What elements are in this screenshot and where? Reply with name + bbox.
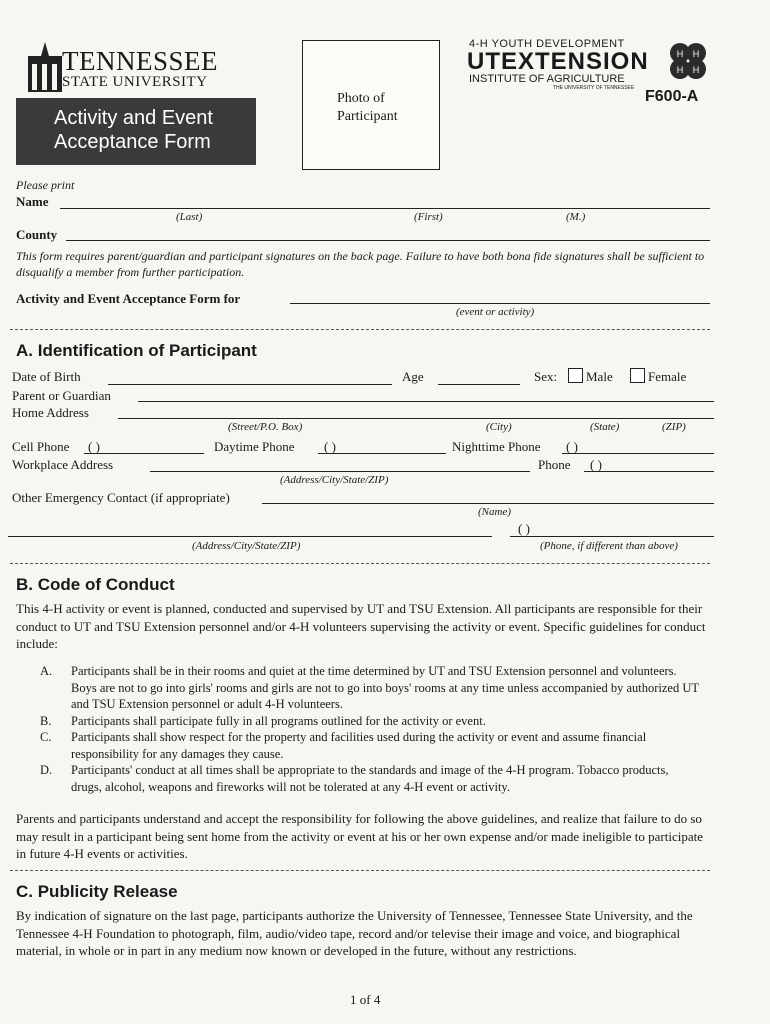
section-b-title: B. Code of Conduct (16, 575, 175, 594)
age-field[interactable] (438, 384, 520, 385)
name-field[interactable] (60, 208, 710, 209)
please-print: Please print (16, 178, 75, 192)
daytime-phone-field[interactable] (318, 453, 446, 454)
emergency-name-hint: (Name) (478, 506, 511, 518)
nighttime-paren: ( ) (566, 439, 578, 454)
item-letter: A. (40, 664, 53, 678)
emergency-phone-field[interactable] (510, 536, 714, 537)
male-label: Male (586, 369, 613, 384)
svg-text:H: H (692, 65, 700, 75)
clover-icon (665, 38, 711, 84)
city-hint: (City) (486, 421, 512, 433)
daytime-paren: ( ) (324, 439, 336, 454)
dob-label: Date of Birth (12, 369, 81, 384)
name-label: Name (16, 194, 49, 209)
list-item (40, 663, 700, 713)
list-item (40, 713, 700, 730)
event-field[interactable] (290, 303, 710, 304)
ut-institute-text: INSTITUTE OF AGRICULTURE (469, 73, 625, 85)
nighttime-phone-field[interactable] (562, 453, 714, 454)
county-field[interactable] (66, 240, 710, 241)
daytime-label: Daytime Phone (214, 439, 295, 454)
list-item (40, 762, 700, 795)
conduct-intro: This 4-H activity or event is planned, conducted and supervised by UT and TSU Extension. All participants are responsible for their conduct to UT and TSU Extension personnel and/or 4-H volunteers supervising the activity or event. Specific guidelines for conduct include: (16, 601, 706, 651)
section-c-title: C. Publicity Release (16, 882, 178, 901)
ut-small-text: THE UNIVERSITY OF TENNESSEE (553, 85, 635, 91)
item-text: Participants shall show respect for the property and facilities used during the activity or event and assume financial responsibility for any damages they cause. (71, 730, 647, 761)
workplace-field[interactable] (150, 471, 530, 472)
form-title-line1: Activity and Event (54, 107, 213, 129)
ut-brand-text: UTEXTENSION (467, 48, 649, 75)
tsu-emblem-icon (28, 42, 62, 92)
item-text: Participants shall be in their rooms and quiet at the time determined by UT and TSU Extension personnel and volunteers. Boys are not to go into girls' rooms and girls are not to go into boys' rooms at any time unless accompanied by authorized UT and TSU Extension personnel or adult 4-H volunteers. (71, 664, 699, 711)
ut-extension-logo (465, 36, 715, 106)
svg-text:H: H (676, 65, 684, 75)
emergency-address-field[interactable] (8, 536, 492, 537)
form-code: F600-A (645, 88, 699, 105)
emergency-label: Other Emergency Contact (if appropriate) (12, 490, 230, 505)
section-a-title: A. Identification of Participant (16, 341, 257, 360)
female-label: Female (648, 369, 687, 384)
event-hint: (event or activity) (456, 306, 535, 318)
emergency-addr-hint: (Address/City/State/ZIP) (192, 540, 301, 552)
cell-paren: ( ) (88, 439, 100, 454)
male-checkbox[interactable] (568, 368, 583, 383)
page-number: 1 of 4 (350, 992, 381, 1007)
male-option[interactable] (568, 368, 613, 385)
item-letter: C. (40, 730, 52, 744)
photo-box (302, 40, 440, 170)
item-text: Participants shall participate fully in all programs outlined for the activity or event. (71, 713, 486, 728)
item-letter: D. (40, 763, 53, 777)
workplace-addr-hint: (Address/City/State/ZIP) (280, 474, 389, 486)
list-item (40, 729, 700, 762)
workplace-label: Workplace Address (12, 457, 114, 472)
county-label: County (16, 227, 58, 242)
nighttime-label: Nighttime Phone (452, 439, 541, 454)
phone-label: Phone (538, 457, 571, 472)
form-title-banner (16, 98, 256, 165)
tsu-name-line1: TENNESSEE (62, 46, 218, 76)
cell-phone-field[interactable] (84, 453, 204, 454)
divider (10, 563, 710, 564)
emergency-name-field[interactable] (262, 503, 714, 504)
conduct-closing: Parents and participants understand and accept the responsibility for following the above guidelines, and realize that failure to do so may result in a participant being sent home from the activity or event at his or her own expense and/or made ineligible to participate in future 4-H events or activities. (16, 811, 703, 861)
state-hint: (State) (590, 421, 620, 433)
female-checkbox[interactable] (630, 368, 645, 383)
divider (10, 329, 710, 330)
publicity-text: By indication of signature on the last page, participants authorize the University of Tennessee, Tennessee State University, and the Tennessee 4-H Foundation to photograph, film, audio/video tape, record and/or televise their image and voice, and biographical material, in whole or in part in any medium now known or developed in the future, without any restrictions. (16, 908, 693, 958)
dob-field[interactable] (108, 384, 392, 385)
workplace-phone-field[interactable] (584, 471, 714, 472)
female-option[interactable] (630, 368, 686, 385)
home-label: Home Address (12, 405, 89, 420)
tsu-name-line2: STATE UNIVERSITY (62, 74, 208, 90)
photo-label-line2: Participant (337, 109, 398, 124)
svg-text:H: H (692, 49, 700, 59)
zip-hint: (ZIP) (662, 421, 686, 433)
divider (10, 870, 710, 871)
workplace-paren: ( ) (590, 457, 602, 472)
form-title-line2: Acceptance Form (54, 131, 211, 153)
emergency-paren: ( ) (518, 521, 530, 536)
svg-text:H: H (676, 49, 684, 59)
conduct-list (40, 663, 700, 795)
age-label: Age (402, 369, 424, 384)
tsu-logo (22, 40, 262, 92)
signature-notice: This form requires parent/guardian and participant signatures on the back page. Failure to have both bona fide signatures shall be sufficient to disqualify a member from further participation. (16, 249, 705, 279)
sex-label: Sex: (534, 369, 558, 384)
parent-field[interactable] (138, 401, 714, 402)
item-text: Participants' conduct at all times shall be appropriate to the standards and image of the 4-H program. Tobacco products, drugs, alcohol, weapons and fireworks will not be tolerated at any 4-H event or activity. (71, 763, 669, 794)
first-hint: (First) (414, 211, 443, 223)
parent-label: Parent or Guardian (12, 388, 111, 403)
emergency-phone-hint: (Phone, if different than above) (540, 540, 678, 552)
ut-top-text: 4-H YOUTH DEVELOPMENT (469, 38, 625, 50)
item-letter: B. (40, 713, 52, 728)
home-address-field[interactable] (118, 418, 714, 419)
middle-hint: (M.) (566, 211, 586, 223)
photo-label-line1: Photo of (337, 91, 385, 106)
form-for-label: Activity and Event Acceptance Form for (16, 291, 241, 306)
cell-label: Cell Phone (12, 439, 70, 454)
last-hint: (Last) (176, 211, 203, 223)
street-hint: (Street/P.O. Box) (228, 421, 303, 433)
